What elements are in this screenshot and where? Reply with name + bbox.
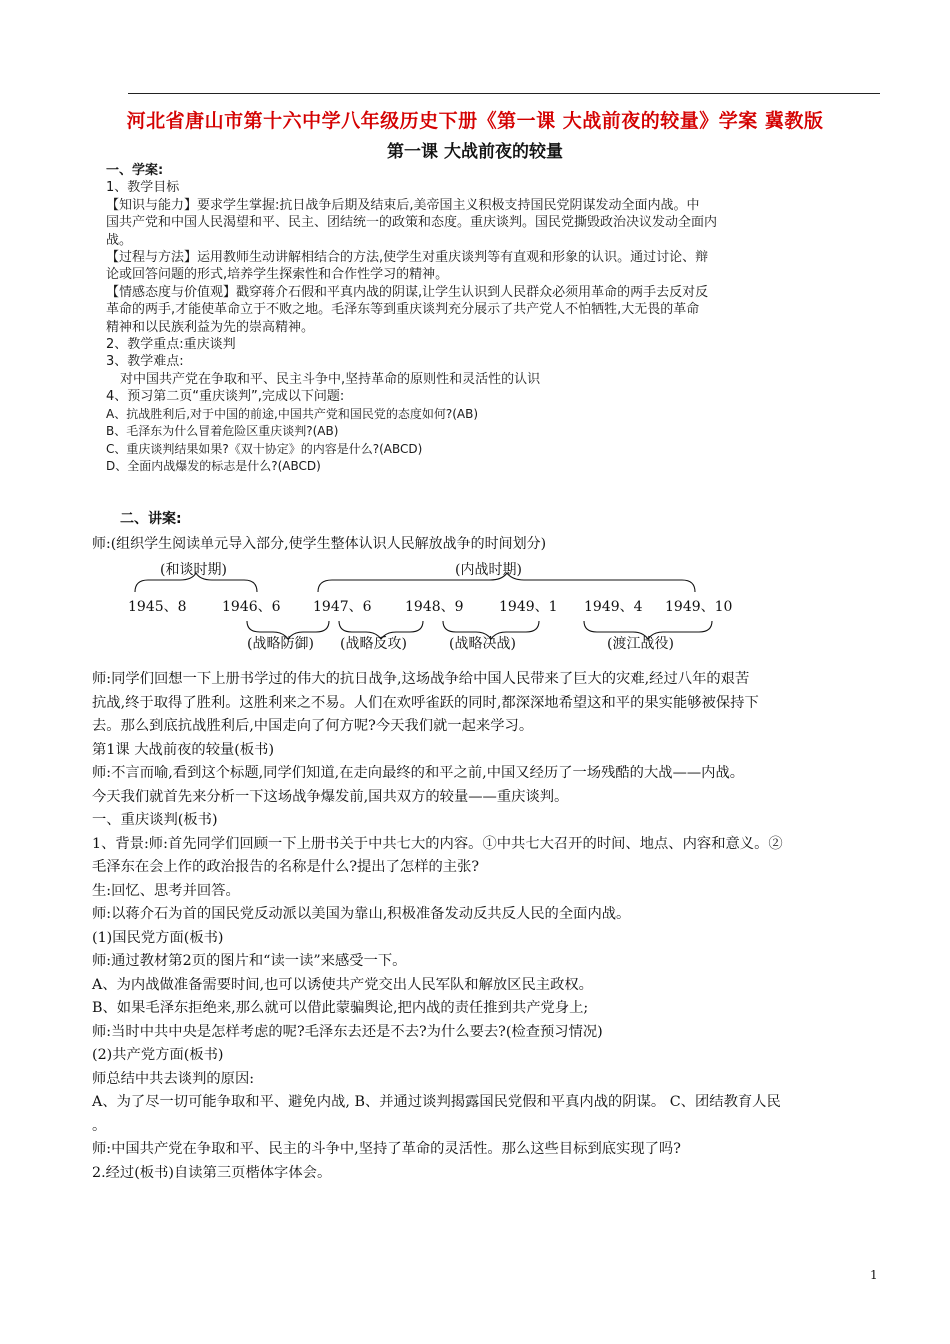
section-heading: 一、学案: — [106, 163, 164, 178]
xuean-line: 国共产党和中国人民渴望和平、民主、团结统一的政策和态度。重庆谈判。国民党撕毁政治决议发动全面内 — [106, 215, 718, 231]
xuean-line: 4、预习第二页“重庆谈判”,完成以下问题: — [106, 389, 345, 405]
xuean-line: B、毛泽东为什么冒着危险区重庆谈判?(AB) — [106, 424, 339, 439]
xuean-section — [106, 162, 902, 475]
timeline-date: 1949、1 — [499, 599, 558, 615]
body-line: A、为了尽一切可能争取和平、避免内战, B、并通过谈判揭露国民党假和平真内战的阴谋。 C、团结教育人民 — [92, 1094, 781, 1110]
body-line: 师:当时中共中央是怎样考虑的呢?毛泽东去还是不去?为什么要去?(检查预习情况) — [92, 1023, 603, 1040]
period-label: (和谈时期) — [160, 562, 227, 578]
body-line: 第1课 大战前夜的较量(板书) — [92, 741, 275, 758]
xuean-line: 【情感态度与价值观】戳穿蒋介石假和平真内战的阴谋,让学生认识到人民群众必须用革命的两手去反对反 — [106, 284, 709, 300]
xuean-line: 革命的两手,才能使革命立于不败之地。毛泽东等到重庆谈判充分展示了共产党人不怕牺牲,大无畏的革命 — [106, 302, 700, 318]
body-line: 师:不言而喻,看到这个标题,同学们知道,在走向最终的和平之前,中国又经历了一场残酷的大战——内战。 — [92, 765, 745, 781]
brace-counter — [339, 621, 423, 639]
timeline-date: 1949、4 — [584, 599, 643, 615]
xuean-line: 【知识与能力】要求学生掌握:抗日战争后期及结束后,美帝国主义积极支持国民党阴谋发动全面内战。中 — [106, 197, 700, 213]
xuean-line: 3、教学难点: — [106, 354, 184, 370]
page-number: 1 — [870, 1268, 878, 1282]
body-line: 2.经过(板书)自读第三页楷体字体会。 — [92, 1164, 332, 1181]
brace-defense — [247, 621, 329, 639]
xuean-line: 2、教学重点:重庆谈判 — [106, 337, 236, 353]
body-line: B、如果毛泽东拒绝来,那么就可以借此蒙骗舆论,把内战的责任推到共产党身上; — [92, 1000, 589, 1016]
body-line: 师:通过教材第2页的图片和“读一读”来感受一下。 — [92, 953, 407, 969]
timeline-date: 1949、10 — [665, 599, 733, 615]
body-line: 生:回忆、思考并回答。 — [92, 882, 240, 899]
timeline-date: 1946、6 — [222, 599, 281, 615]
xuean-line: 论或回答问题的形式,培养学生探索性和合作性学习的精神。 — [106, 267, 449, 283]
body-line: 抗战,终于取得了胜利。这胜利来之不易。人们在欢呼雀跃的同时,都深深地希望这和平的果实能够被保持下 — [92, 694, 759, 711]
jiangan-intro: 师:(组织学生阅读单元导入部分,使学生整体认识人民解放战争的时间划分) — [92, 536, 547, 552]
xuean-line: 精神和以民族利益为先的崇高精神。 — [106, 319, 315, 335]
xuean-line: A、抗战胜利后,对于中国的前途,中国共产党和国民党的态度如何?(AB) — [106, 406, 479, 421]
phase-label: (战略防御) — [247, 636, 314, 652]
body-line: 师总结中共去谈判的原因: — [92, 1070, 255, 1087]
body-line: 今天我们就首先来分析一下这场战争爆发前,国共双方的较量——重庆谈判。 — [92, 788, 569, 805]
document-title: 河北省唐山市第十六中学八年级历史下册《第一课 大战前夜的较量》学案 冀教版 — [126, 110, 824, 132]
header-rule — [128, 93, 880, 94]
xuean-line: C、重庆谈判结果如果?《双十协定》的内容是什么?(ABCD) — [106, 441, 423, 456]
timeline-date: 1947、6 — [313, 599, 372, 615]
body-line: (2)共产党方面(板书) — [92, 1047, 224, 1063]
phase-label: (渡江战役) — [607, 636, 674, 652]
body-line: 师:以蒋介石为首的国民党反动派以美国为靠山,积极准备发动反共反人民的全面内战。 — [92, 906, 631, 922]
brace-war — [318, 573, 695, 592]
brace-crossing — [584, 621, 712, 639]
section-heading: 二、讲案: — [120, 511, 182, 527]
xuean-line: 战。 — [106, 232, 133, 248]
brace-decisive — [443, 621, 539, 639]
phase-label: (战略决战) — [449, 636, 516, 652]
body-line: 1、背景:师:首先同学们回顾一下上册书关于中共七大的内容。①中共七大召开的时间、地点、内容和意义。② — [92, 835, 783, 852]
xuean-line: 对中国共产党在争取和平、民主斗争中,坚持革命的原则性和灵活性的认识 — [120, 371, 541, 387]
brace-peace — [135, 573, 257, 592]
body-line: 毛泽东在会上作的政治报告的名称是什么?提出了怎样的主张? — [92, 859, 480, 875]
lecture-body — [92, 668, 888, 1185]
period-label: (内战时期) — [455, 562, 522, 578]
body-line: 师:中国共产党在争取和平、民主的斗争中,坚持了革命的灵活性。那么这些目标到底实现了吗? — [92, 1141, 681, 1157]
timeline-date: 1945、8 — [128, 599, 187, 615]
body-line: 。 — [92, 1117, 107, 1134]
body-line: 师:同学们回想一下上册书学过的伟大的抗日战争,这场战争给中国人民带来了巨大的灾难,经过八年的艰苦 — [92, 671, 750, 687]
timeline-date: 1948、9 — [405, 599, 464, 615]
xuean-line: 1、教学目标 — [106, 180, 180, 196]
xuean-line: D、全面内战爆发的标志是什么?(ABCD) — [106, 458, 321, 473]
phase-label: (战略反攻) — [340, 636, 407, 652]
xuean-line: 【过程与方法】运用教师生动讲解相结合的方法,使学生对重庆谈判等有直观和形象的认识。通过讨论、辩 — [106, 250, 709, 266]
body-line: 去。那么到底抗战胜利后,中国走向了何方呢?今天我们就一起来学习。 — [92, 718, 534, 734]
body-line: (1)国民党方面(板书) — [92, 929, 224, 946]
body-line: 一、重庆谈判(板书) — [92, 812, 218, 828]
lesson-title: 第一课 大战前夜的较量 — [387, 142, 563, 162]
body-line: A、为内战做准备需要时间,也可以诱使共产党交出人民军队和解放区民主政权。 — [92, 976, 593, 993]
